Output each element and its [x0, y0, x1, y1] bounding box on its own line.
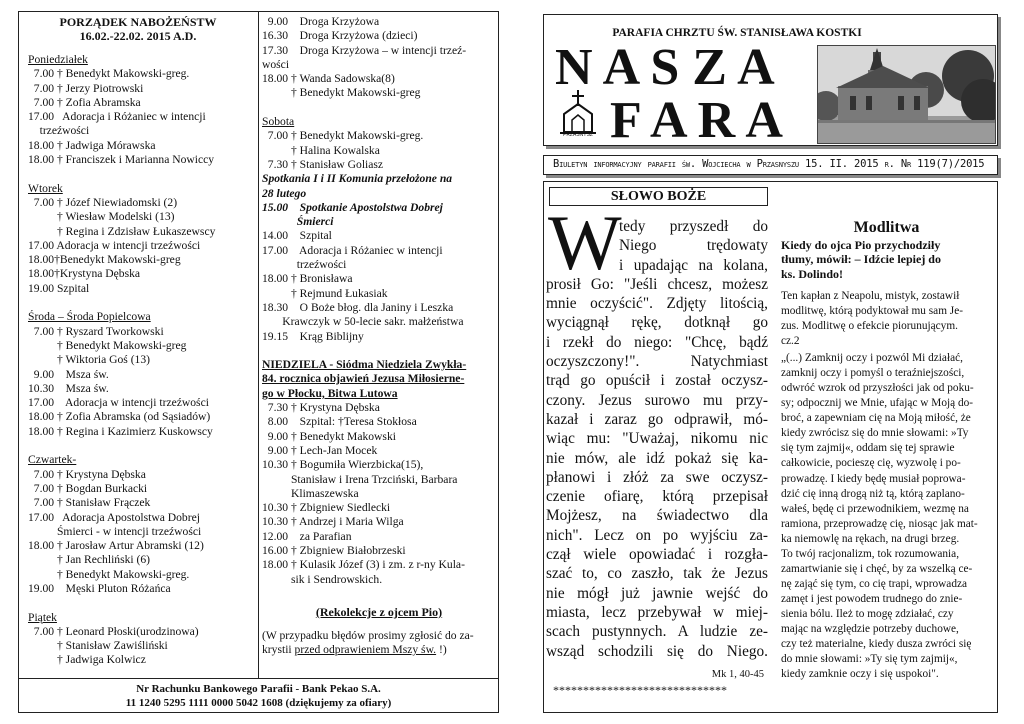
gospel-line: tedy przyszedł do: [619, 218, 768, 235]
schedule-line: 17.00 Adoracja i Różaniec w intencji: [28, 110, 206, 124]
schedule-line: Czwartek-: [28, 453, 77, 467]
gospel-line: prosił Go: "Jeśli chcesz, możesz: [546, 275, 768, 293]
prayer-body-line: zamartwianie się i chęć, by za wszelką ce-: [781, 562, 973, 575]
schedule-line: 19.00 Szpital: [28, 281, 90, 295]
title-word-2-text: F A R A: [610, 92, 783, 149]
gospel-line: czenie ofiarę, którą przepisał: [546, 488, 768, 506]
title-word-1: [555, 39, 775, 96]
prayer-body-line: sienia bólu. Ileż to mogę zdziałać, czy: [781, 608, 954, 621]
bank-line-2: 11 1240 5295 1111 0000 5042 1608 (dziękujemy za ofiary): [125, 697, 392, 709]
schedule-line: [262, 101, 496, 115]
prayer-body-line: do mnie słowami: »Ty się tym zajmij«,: [781, 653, 958, 666]
prayer-body-line: zamknij oczy i pomyśl o teraźniejszości,: [781, 367, 965, 380]
bulletin-subtitle: Biuletyn informacyjny parafii św. Wojciecha w Przasnyszu 15. II. 2015 r. Nr 119(7)/2015: [553, 158, 985, 170]
schedule-line: † Benedykt Makowski-greg: [262, 86, 421, 100]
schedule-line: 9.00 Msza św.: [28, 367, 109, 381]
schedule-line: 17.00 Adoracja Apostolstwa Dobrej: [28, 510, 200, 524]
gospel-line: nie mógł już jawnie wejść do: [546, 584, 768, 602]
schedule-line: 9.00 † Lech-Jan Mocek: [262, 443, 378, 457]
prayer-body-line: kiedy zamknie oczy i się uspokoi".: [781, 668, 939, 681]
schedule-line: 18.30 O Boże błog. dla Janiny i Leszka: [262, 300, 454, 314]
gospel-stars: *****************************: [553, 683, 727, 697]
schedule-line: 7.00 † Bogdan Burkacki: [28, 481, 148, 495]
schedule-line: † Regina i Zdzisław Łukaszewscy: [28, 224, 216, 238]
errors-note-line2: [262, 643, 496, 657]
schedule-line: 18.00†Krystyna Dębska: [28, 267, 141, 281]
prayer-body-line: mając na względzie potrzeby duchowe,: [781, 623, 959, 636]
schedule-line: 18.00 † Jadwiga Mórawska: [28, 138, 156, 152]
schedule-line: 7.00 † Benedykt Makowski-greg.: [28, 67, 190, 81]
schedule-line: 9.00 Droga Krzyżowa: [262, 15, 380, 28]
prayer-intro-line: Ten kapłan z Neapolu, mistyk, zostawił: [781, 290, 960, 302]
schedule-line: 7.00 † Benedykt Makowski-greg.: [262, 129, 424, 143]
title-word-2: [610, 92, 783, 149]
schedule-column-1: [28, 53, 256, 668]
gospel-line: wyciągnął rękę, dotknął go: [546, 314, 768, 332]
schedule-line: 18.00†Benedykt Makowski-greg: [28, 253, 181, 267]
schedule-line: 17.00 Adoracja i Różaniec w intencji: [262, 243, 443, 257]
prayer-title: Modlitwa: [853, 219, 920, 236]
schedule-line: 7.00 † Ryszard Tworkowski: [28, 324, 164, 338]
schedule-line: 18.00 † Jarosław Artur Abramski (12): [28, 539, 204, 553]
gospel-line: nich". Lecz on po wyjściu za-: [546, 526, 768, 544]
gospel-line: płanowi i złóż za swe oczysz-: [546, 468, 768, 486]
schedule-line: 19.00 Męski Pluton Różańca: [28, 581, 171, 595]
schedule-line: 7.30 † Stanisław Goliasz: [262, 157, 384, 171]
prayer-body-line: prowadzę. I kiedy będę musiał poprowa-: [781, 472, 966, 485]
gospel-line: wiąc mu: "Uważaj, nikomu nic: [546, 430, 768, 448]
rekolekcje-note: [262, 605, 496, 619]
schedule-line: Wtorek: [28, 181, 63, 195]
schedule-line: 7.00 † Jerzy Piotrowski: [28, 81, 144, 95]
schedule-line: go w Płocku, Bitwa Lutowa: [262, 386, 398, 400]
schedule-line: 7.00 † Leonard Płoski(urodzinowa): [28, 624, 199, 638]
prayer-body-line: wałeś, będę ci przewodnikiem, wezmę na: [781, 502, 969, 515]
schedule-line: 12.00 za Parafian: [262, 529, 352, 543]
prayer-lead-line: tłumy, mówił: – Idźcie lepiej do: [781, 252, 941, 267]
schedule-line: [28, 296, 256, 310]
schedule-line: 15.00 Spotkanie Apostolstwa Dobrej: [262, 200, 443, 214]
schedule-line: 7.00 † Krystyna Dębska: [28, 467, 146, 481]
schedule-line: Śmierci: [262, 215, 334, 229]
gospel-line: i rzekł do niego: "Chcę, bądź: [546, 333, 768, 351]
schedule-line: † Rejmund Łukasiak: [262, 286, 388, 300]
schedule-line: † Halina Kowalska: [262, 143, 380, 157]
rekolekcje-text: (Rekolekcje z ojcem Pio): [315, 605, 443, 619]
gospel-line: miasta, lecz przebywał w miej-: [546, 603, 768, 621]
schedule-line: 18.00 † Bronisława: [262, 272, 353, 286]
schedule-line: † Benedykt Makowski-greg: [28, 338, 187, 352]
church-photo-image: [818, 46, 995, 143]
prayer-intro: [781, 289, 996, 349]
gospel-line: kazał i zaraz go odprawił, mó-: [546, 410, 768, 428]
gospel-line: oczyszczony!". Natychmiast: [546, 353, 768, 371]
schedule-line: sik i Sendrowskich.: [262, 572, 383, 586]
prayer-body-line: To twój racjonalizm, tok rozumowania,: [781, 547, 960, 560]
schedule-line: [28, 439, 256, 453]
schedule-line: 16.30 Droga Krzyżowa (dzieci): [262, 29, 418, 43]
errors-note-line1: (W przypadku błędów prosimy zgłosić do za-: [262, 629, 474, 642]
parish-logo: [556, 88, 600, 140]
schedule-line: 10.30 † Zbigniew Siedlecki: [262, 501, 391, 515]
prayer-intro-line: zus. Modlitwę o efekcie piorunującym.: [781, 320, 958, 333]
prayer-body-line: zamęt i jest powodem trudnego do znie-: [781, 593, 963, 605]
schedule-line: 17.00 Adoracja w intencji trzeźwości: [28, 238, 201, 252]
schedule-line: Stanisław i Irena Trzciński, Barbara: [262, 472, 458, 486]
schedule-line: 10.30 Msza św.: [28, 381, 109, 395]
schedule-line: 18.00 † Wanda Sadowska(8): [262, 72, 395, 86]
prayer-body-line: „(...) Zamknij oczy i pozwól Mi działać,: [781, 352, 963, 364]
prayer-body-line: broć, a zapewniam cię na Moją miłość, że: [781, 412, 971, 425]
schedule-column-2: [262, 15, 496, 587]
schedule-line: Środa – Środa Popielcowa: [28, 310, 151, 324]
logo-caption: PRZASNYSZ: [562, 132, 593, 138]
prayer-body-line: dzić cię inną drogą niż tą, którą zaplano-: [781, 487, 965, 500]
schedule-line: NIEDZIELA - Siódma Niedziela Zwykła-: [262, 358, 467, 372]
prayer-lead-line: ks. Dolindo!: [781, 266, 844, 281]
schedule-line: 7.00 † Zofia Abramska: [28, 95, 141, 109]
schedule-line: [28, 167, 256, 181]
schedule-line: Krawczyk w 50-lecie sakr. małżeństwa: [262, 315, 464, 329]
gospel-reference: Mk 1, 40-45: [711, 669, 764, 680]
prayer-lead: [781, 238, 996, 281]
schedule-line: Klimaszewska: [262, 486, 359, 500]
prayer-intro-line: cz.2: [781, 335, 800, 348]
schedule-line: 18.00 † Franciszek i Marianna Nowiccy: [28, 153, 215, 167]
schedule-line: 10.30 † Bogumiła Wierzbicka(15),: [262, 458, 424, 472]
schedule-line: † Jan Rechliński (6): [28, 553, 151, 567]
gospel-text: [546, 217, 768, 661]
gospel-line: scach pustynnych. A ludzie ze-: [546, 623, 768, 641]
schedule-heading: PORZĄDEK NABOŻEŃSTW: [59, 15, 217, 29]
prayer-body-line: nę zająć się tym, co cię trapi, wprowadza: [781, 577, 967, 590]
schedule-dates: 16.02.-22.02. 2015 A.D.: [79, 29, 197, 43]
church-photo: [817, 45, 996, 144]
schedule-line: trzeźwości: [28, 124, 90, 138]
gospel-line: mnie oczyścić". Zdjęty litością,: [546, 295, 768, 313]
schedule-line: 16.00 † Zbigniew Białobrzeski: [262, 543, 406, 557]
schedule-line: † Stanisław Zawiśliński: [28, 639, 168, 653]
column-divider: [258, 11, 259, 679]
prayer-body-line: kiedy zwrócisz się do mnie słowami: »Ty: [781, 427, 969, 440]
schedule-line: 18.00 † Zofia Abramska (od Sąsiadów): [28, 410, 211, 424]
schedule-line: 7.00 † Stanisław Frączek: [28, 496, 151, 510]
schedule-line: 10.30 † Andrzej i Maria Wilga: [262, 515, 404, 529]
gospel-line: Mojżesz, na świadectwo dla: [546, 507, 768, 525]
schedule-line: † Wiesław Modelski (13): [28, 210, 175, 224]
schedule-line: 8.00 Szpital: †Teresa Stokłosa: [262, 415, 417, 429]
prayer-body-line: się tym zajmij«, oddam się tej sprawie: [781, 442, 955, 455]
schedule-line: † Benedykt Makowski-greg.: [28, 567, 190, 581]
title-word-1-text: N A S Z A: [555, 39, 775, 96]
schedule-line: † Jadwiga Kolwicz: [28, 653, 146, 667]
schedule-line: Spotkania I i II Komunia przełożone na: [262, 172, 453, 186]
prayer-body: [781, 351, 996, 682]
gospel-line: i upadając na kolana,: [619, 256, 768, 274]
prayer-body-line: ka niemowlę na rękach, na drugi brzeg.: [781, 532, 960, 545]
schedule-line: wości: [262, 57, 290, 71]
schedule-line: Sobota: [262, 115, 295, 129]
gospel-line: trąd go opuścił i został oczysz-: [546, 372, 768, 390]
schedule-line: 17.00 Adoracja w intencji trzeźwości: [28, 396, 209, 410]
schedule-line: 14.00 Szpital: [262, 229, 332, 243]
schedule-line: Śmierci - w intencji trzeźwości: [28, 524, 202, 538]
parish-name: PARAFIA CHRZTU ŚW. STANISŁAWA KOSTKI: [612, 27, 862, 39]
schedule-line: 18.00 † Regina i Kazimierz Kuskowscy: [28, 424, 213, 438]
gospel-line: Niego trędowaty: [619, 237, 768, 255]
gospel-line: czony. Jezus surowo mu przy-: [546, 391, 768, 409]
schedule-line: [28, 596, 256, 610]
errors-note-2a: krystii: [262, 643, 295, 656]
footer-divider: [18, 678, 499, 679]
gospel-section-title: SŁOWO BOŻE: [610, 189, 707, 204]
schedule-line: [262, 344, 496, 358]
gospel-line: nie mów, ale idź pokaż się ka-: [546, 449, 768, 467]
prayer-body-line: całkowicie, pocieszę cię, wyzwolę i po-: [781, 457, 961, 470]
schedule-line: Piątek: [28, 610, 57, 624]
schedule-line: 19.15 Krąg Biblijny: [262, 329, 364, 343]
schedule-line: 9.00 † Benedykt Makowski: [262, 429, 396, 443]
schedule-line: † Wiktoria Goś (13): [28, 353, 151, 367]
prayer-lead-line: Kiedy do ojca Pio przychodziły: [781, 238, 941, 252]
prayer-body-line: odwróć wzrok od przyszłości jak od poku-: [781, 382, 974, 395]
gospel-line: szać to, co zaszło, tak że Jezus: [546, 565, 768, 583]
dropcap: W: [548, 199, 622, 286]
schedule-line: Poniedziałek: [28, 53, 88, 66]
schedule-line: 28 lutego: [262, 186, 307, 200]
errors-note-2b: przed odprawieniem Mszy św.: [294, 643, 437, 656]
schedule-line: 7.00 † Józef Niewiadomski (2): [28, 195, 178, 209]
schedule-line: 84. rocznica objawień Jezusa Miłosierne-: [262, 372, 465, 386]
errors-note-2c: !): [436, 643, 447, 656]
gospel-line: wsząd schodzili się do Niego.: [546, 642, 768, 660]
prayer-body-line: sy; odpocznij we Mnie, ufając w Moją do-: [781, 397, 973, 410]
bank-line-1: Nr Rachunku Bankowego Parafii - Bank Pekao S.A.: [136, 683, 381, 695]
schedule-line: 7.30 † Krystyna Dębska: [262, 401, 380, 415]
prayer-body-line: ramiona, przeprowadzę cię, niosąc jak mat-: [781, 517, 978, 530]
prayer-body-line: czy też materialne, kiedy dusza zwróci się: [781, 638, 972, 651]
schedule-line: 18.00 † Kulasik Józef (3) i zm. z r-ny Kula-: [262, 558, 465, 572]
prayer-intro-line: modlitwę, którą podyktował mu sam Je-: [781, 305, 963, 318]
gospel-line: czął wiele opowiadać i rozgła-: [546, 546, 768, 564]
schedule-line: trzeźwości: [262, 258, 347, 272]
schedule-line: 17.30 Droga Krzyżowa – w intencji trzeź-: [262, 43, 467, 57]
